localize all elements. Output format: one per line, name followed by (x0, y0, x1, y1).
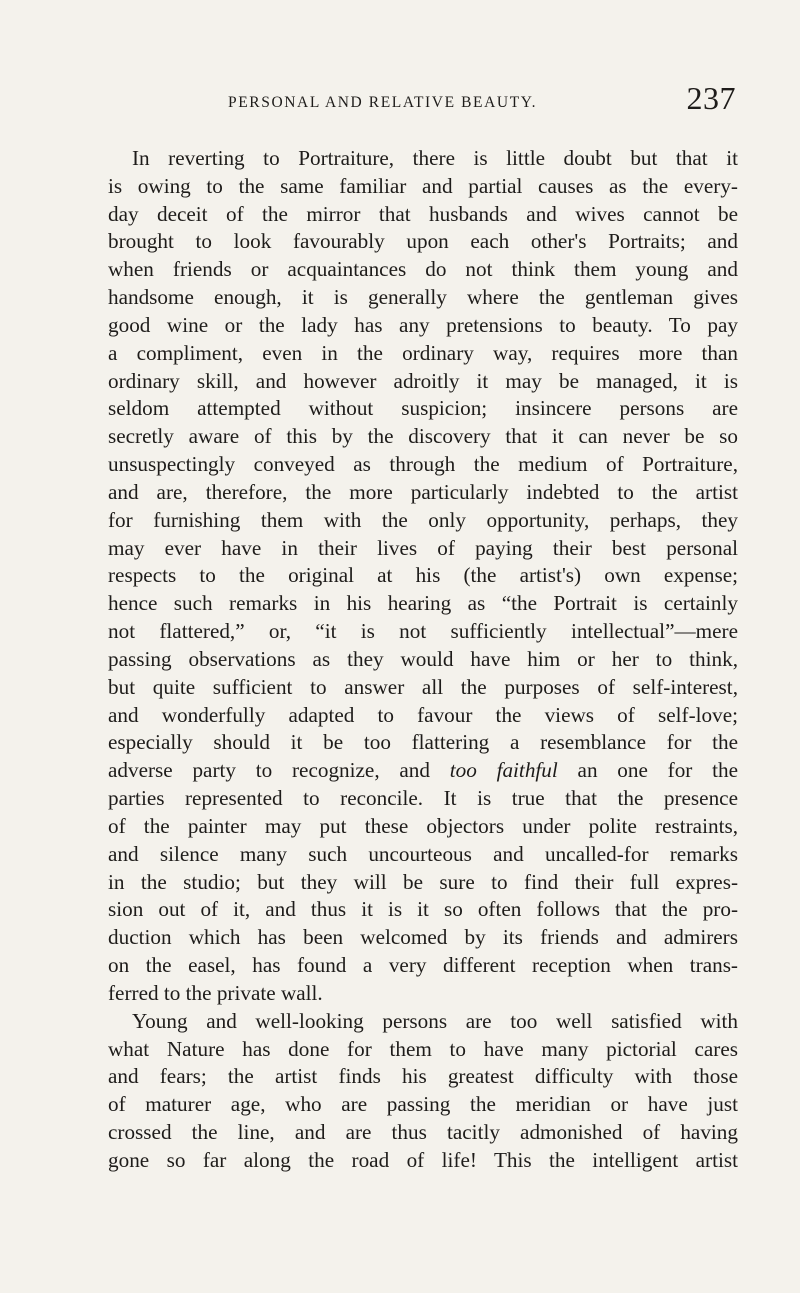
text-line: sion out of it, and thus it is it so often follows that the pro- (108, 897, 738, 922)
body-text (108, 145, 738, 1175)
text-line: in the studio; but they will be sure to find their full expres- (108, 869, 738, 894)
text-line: ordinary skill, and however adroitly it may be managed, it is (108, 368, 738, 393)
text-line: hence such remarks in his hearing as “the Portrait is certainly (108, 591, 738, 616)
text-line: is owing to the same familiar and partial causes as the every- (108, 173, 738, 198)
text-line: crossed the line, and are thus tacitly admonished of having (108, 1119, 738, 1144)
text-line: what Nature has done for them to have many pictorial cares (108, 1036, 738, 1061)
text-line: gone so far along the road of life! This the intelligent artist (108, 1147, 738, 1172)
text-line: brought to look favourably upon each other's Portraits; and (108, 229, 738, 254)
text-line: duction which has been welcomed by its friends and admirers (108, 925, 738, 950)
text-line: and wonderfully adapted to favour the views of self-love; (108, 702, 738, 727)
text-line: day deceit of the mirror that husbands and wives cannot be (108, 201, 738, 226)
text-line: of the painter may put these objectors under polite restraints, (108, 813, 738, 838)
text-line: unsuspectingly conveyed as through the medium of Portraiture, (108, 452, 738, 477)
text-line: may ever have in their lives of paying their best personal (108, 535, 738, 560)
text-line: but quite sufficient to answer all the purposes of self-interest, (108, 674, 738, 699)
text-line: for furnishing them with the only opportunity, perhaps, they (108, 507, 738, 532)
text-line: secretly aware of this by the discovery that it can never be so (108, 424, 738, 449)
text-line: ferred to the private wall. (108, 980, 323, 1005)
running-title: PERSONAL AND RELATIVE BEAUTY. (228, 94, 538, 111)
text-line: parties represented to reconcile. It is true that the presence (108, 786, 738, 811)
text-line: seldom attempted without suspicion; insincere persons are (108, 396, 738, 421)
text-line: not flattered,” or, “it is not sufficiently intellectual”—mere (108, 619, 738, 644)
text-line: a compliment, even in the ordinary way, requires more than (108, 340, 738, 365)
italic-phrase: too faithful (449, 758, 558, 783)
text-line: of maturer age, who are passing the meridian or have just (108, 1092, 738, 1117)
text-line: especially should it be too flattering a resemblance for the (108, 730, 738, 755)
text-line: on the easel, has found a very different reception when trans- (108, 953, 738, 978)
text-line: when friends or acquaintances do not think them young and (108, 257, 738, 282)
line-segment: an one for the (577, 758, 738, 783)
running-head (108, 80, 748, 128)
text-line: good wine or the lady has any pretensions to beauty. To pay (108, 312, 738, 337)
text-line: respects to the original at his (the artist's) own expense; (108, 563, 738, 588)
text-line: handsome enough, it is generally where the gentleman gives (108, 285, 738, 310)
text-line: and silence many such uncourteous and uncalled-for remarks (108, 841, 738, 866)
text-line: passing observations as they would have him or her to think, (108, 646, 738, 671)
text-line: and fears; the artist finds his greatest difficulty with those (108, 1064, 738, 1089)
text-line: Young and well-looking persons are too well satisfied with (132, 1008, 738, 1033)
page-number: 237 (686, 80, 736, 116)
text-line: and are, therefore, the more particularly indebted to the artist (108, 479, 738, 504)
text-line: In reverting to Portraiture, there is little doubt but that it (132, 146, 738, 170)
line-segment: adverse party to recognize, and (108, 758, 430, 783)
text-line (108, 757, 738, 785)
